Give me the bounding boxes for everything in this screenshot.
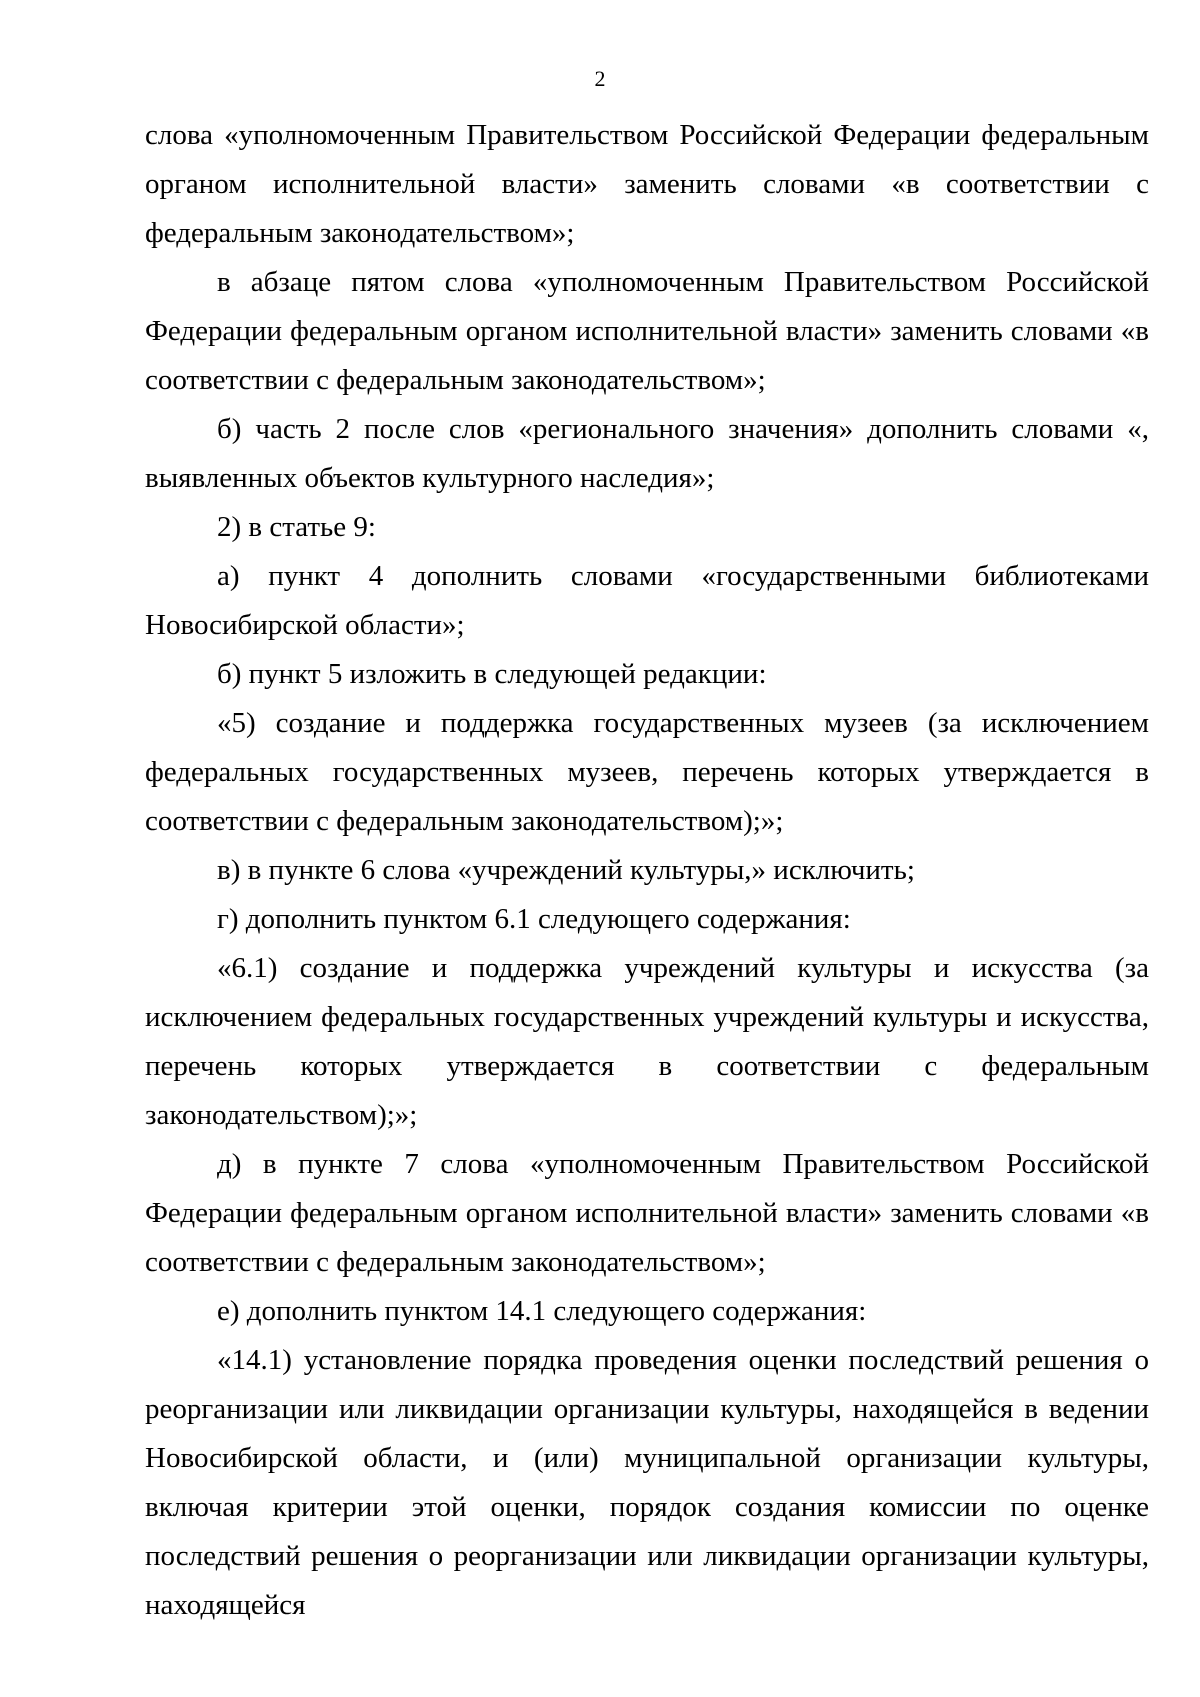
paragraph: в абзаце пятом слова «уполномоченным Правительством Российской Федерации федеральным органом исполнительной власти» заменить словами «в соответствии с федеральным законодательством»; — [145, 266, 1149, 396]
paragraph: в) в пункте 6 слова «учреждений культуры,» исключить; — [217, 854, 915, 886]
page-number: 2 — [594, 66, 606, 91]
paragraph: а) пункт 4 дополнить словами «государственными библиотеками Новосибирской области»; — [145, 560, 1149, 641]
document-body — [145, 111, 1149, 1630]
paragraph: слова «уполномоченным Правительством Российской Федерации федеральным органом исполнительной власти» заменить словами «в соответствии с федеральным законодательством»; — [145, 119, 1149, 249]
paragraph: «5) создание и поддержка государственных музеев (за исключением федеральных государственных музеев, перечень которых утверждается в соответствии с федеральным законодательством);»; — [145, 707, 1149, 837]
paragraph: е) дополнить пунктом 14.1 следующего содержания: — [217, 1295, 867, 1327]
paragraph: б) часть 2 после слов «регионального значения» дополнить словами «, выявленных объектов культурного наследия»; — [145, 413, 1149, 494]
paragraph: «14.1) установление порядка проведения оценки последствий решения о реорганизации или ликвидации организации культуры, находящейся в ведении Новосибирской области, и (или) муниципальной организации культуры, включая критерии этой оценки, порядок создания комиссии по оценке последствий решения о реорганизации или ликвидации организации культуры, находящейся — [145, 1344, 1149, 1621]
paragraph: 2) в статье 9: — [217, 511, 376, 543]
paragraph: «6.1) создание и поддержка учреждений культуры и искусства (за исключением федеральных государственных учреждений культуры и искусства, перечень которых утверждается в соответствии с федеральным законодательством);»; — [145, 952, 1149, 1131]
paragraph: д) в пункте 7 слова «уполномоченным Правительством Российской Федерации федеральным органом исполнительной власти» заменить словами «в соответствии с федеральным законодательством»; — [145, 1148, 1149, 1278]
paragraph: г) дополнить пунктом 6.1 следующего содержания: — [217, 903, 851, 935]
paragraph: б) пункт 5 изложить в следующей редакции: — [217, 658, 767, 690]
